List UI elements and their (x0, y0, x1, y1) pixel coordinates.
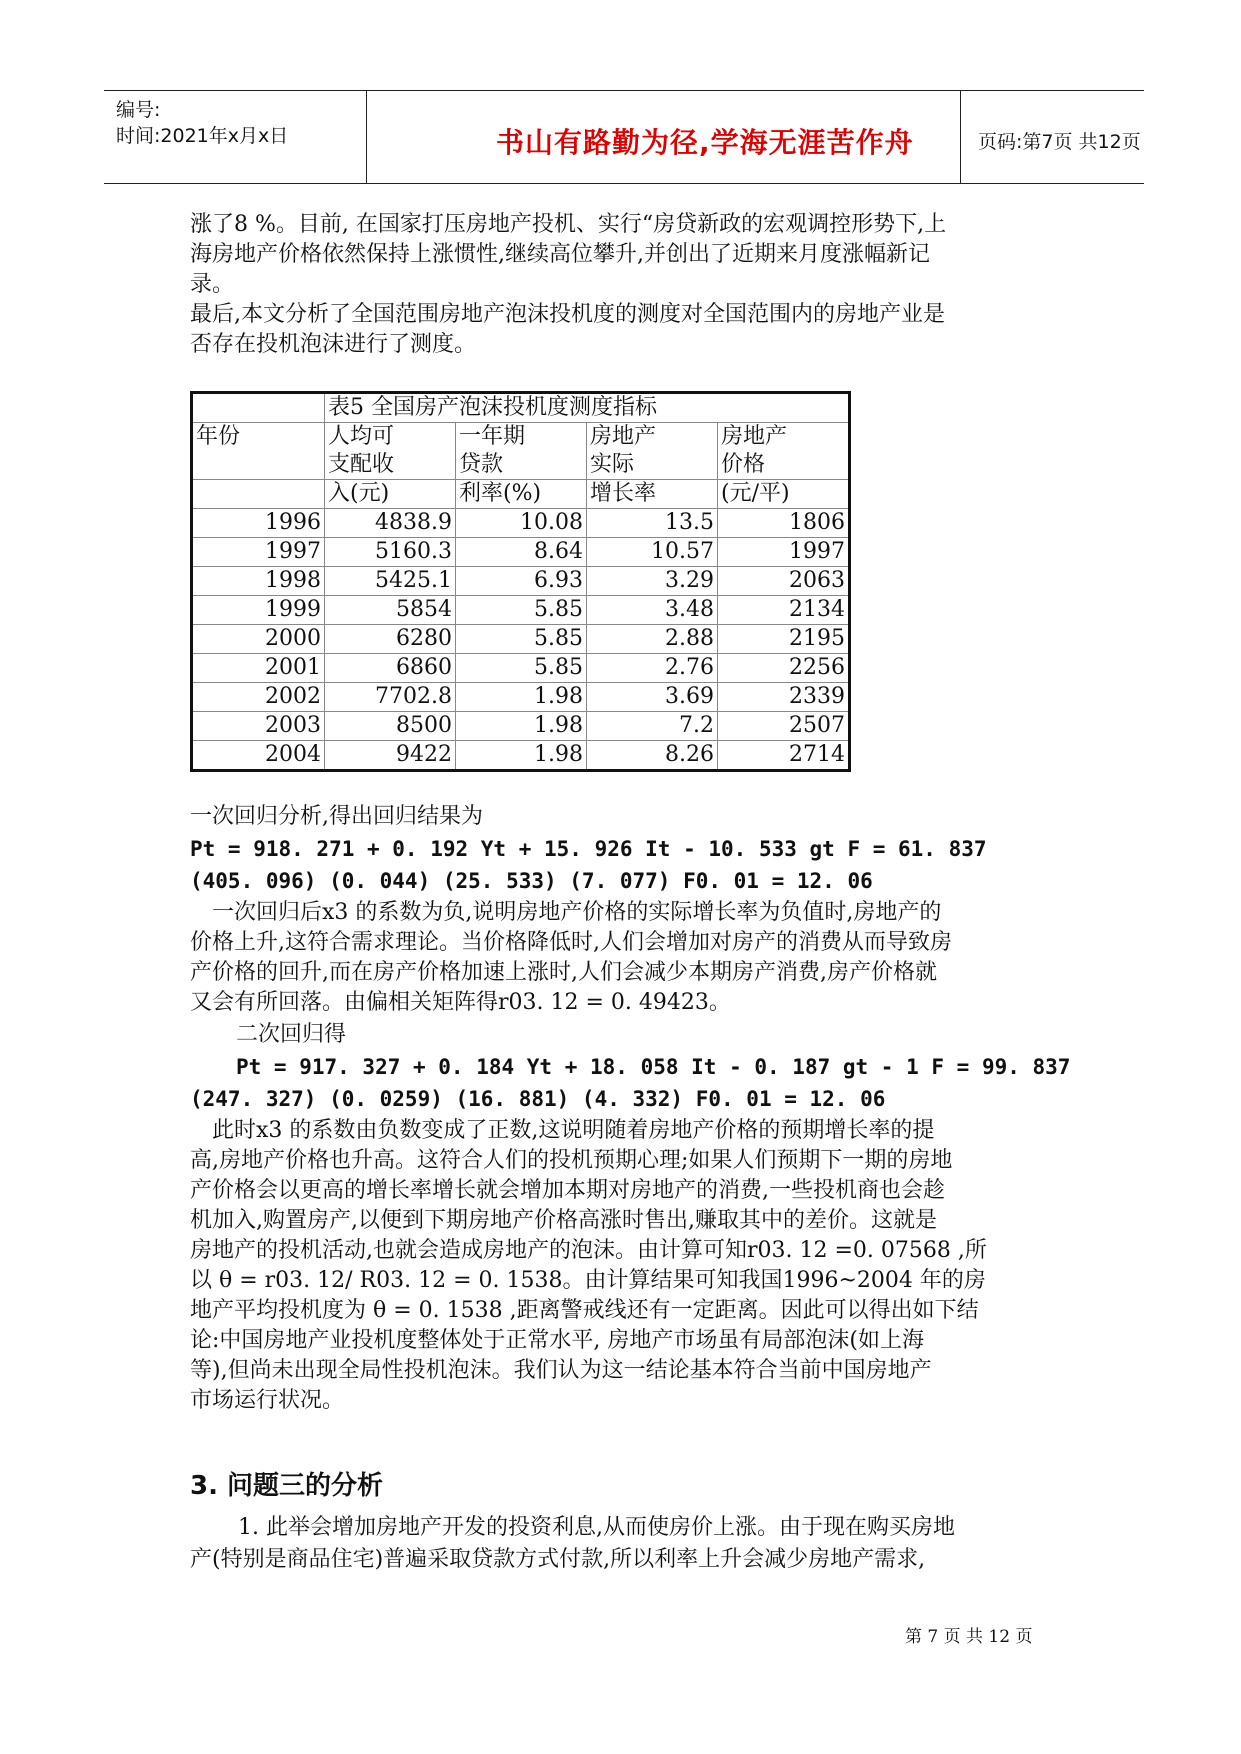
table-cell: 2507 (718, 712, 849, 741)
paragraph-line: 1. 此举会增加房地产开发的投资利息,从而使房价上涨。由于现在购买房地 (238, 1515, 955, 1540)
regression-std-errors: (405. 096) (0. 044) (25. 533) (7. 077) F0. 01 = 12. 06 (190, 869, 873, 893)
table-cell-year: 1999 (193, 596, 325, 625)
table-row (193, 567, 848, 596)
table-cell (193, 451, 325, 480)
paragraph-line: 产价格的回升,而在房产价格加速上涨时,人们会减少本期房产消费,房产价格就 (190, 960, 937, 985)
header-page-number: 页码:第7页 共12页 (978, 131, 1141, 153)
table-cell-year: 2002 (193, 683, 325, 712)
paragraph-line: 机加入,购置房产,以便到下期房地产价格高涨时售出,赚取其中的差价。这就是 (190, 1208, 937, 1233)
document-number-label: 编号: (116, 99, 161, 121)
table-header-cell: 增长率 (587, 480, 718, 509)
table-cell: 2195 (718, 625, 849, 654)
paragraph-line: 产(特别是商品住宅)普遍采取贷款方式付款,所以利率上升会减少房地产需求, (190, 1547, 926, 1572)
table-cell: 2256 (718, 654, 849, 683)
paragraph-line: 又会有所回落。由偏相关矩阵得r03. 12 = 0. 49423。 (190, 990, 731, 1015)
table-cell: 5425.1 (325, 567, 456, 596)
table-cell: 6860 (325, 654, 456, 683)
regression-equation: Pt = 918. 271 + 0. 192 Yt + 15. 926 It - 10. 533 gt F = 61. 837 (190, 837, 987, 861)
table-header-cell: 实际 (587, 451, 718, 480)
regression-intro: 一次回归分析,得出回归结果为 (190, 804, 483, 829)
table-row (193, 596, 848, 625)
table-cell: 8500 (325, 712, 456, 741)
table-cell: 1.98 (456, 712, 587, 741)
table-cell: 7702.8 (325, 683, 456, 712)
header-divider (960, 91, 961, 183)
paragraph-line: 录。 (190, 272, 235, 297)
table-body (193, 509, 848, 770)
paragraph-line: 以 θ = r03. 12/ R03. 12 = 0. 1538。由计算结果可知我国1996~2004 年的房 (190, 1268, 986, 1293)
table-header-cell: 利率(%) (456, 480, 587, 509)
paragraph-line: 否存在投机泡沫进行了测度。 (190, 332, 477, 357)
table-cell-year: 2004 (193, 741, 325, 770)
table-row (193, 741, 848, 770)
table-cell (193, 394, 325, 423)
table-cell (193, 480, 325, 509)
table-header-year: 年份 (193, 423, 325, 452)
table-cell: 5854 (325, 596, 456, 625)
table-header-cell: 贷款 (456, 451, 587, 480)
table-cell: 3.48 (587, 596, 718, 625)
table-header-cell: 房地产 (587, 423, 718, 452)
table-cell: 10.08 (456, 509, 587, 538)
paragraph-line: 房地产的投机活动,也就会造成房地产的泡沫。由计算可知r03. 12 =0. 07568 ,所 (190, 1238, 987, 1263)
paragraph-line: 此时x3 的系数由负数变成了正数,这说明随着房地产价格的预期增长率的提 (212, 1118, 935, 1143)
table-cell-year: 1998 (193, 567, 325, 596)
paragraph-line: 论:中国房地产业投机度整体处于正常水平, 房地产市场虽有局部泡沫(如上海 (190, 1328, 924, 1353)
table-cell-year: 1996 (193, 509, 325, 538)
table-cell: 10.57 (587, 538, 718, 567)
paragraph-line: 市场运行状况。 (190, 1388, 345, 1413)
paragraph-line: 价格上升,这符合需求理论。当价格降低时,人们会增加对房产的消费从而导致房 (190, 930, 952, 955)
paragraph-line: 海房地产价格依然保持上涨惯性,继续高位攀升,并创出了近期来月度涨幅新记 (190, 242, 930, 267)
table-cell: 8.26 (587, 741, 718, 770)
paragraph-line: 产价格会以更高的增长率增长就会增加本期对房地产的消费,一些投机商也会趁 (190, 1178, 945, 1203)
table-cell: 1.98 (456, 683, 587, 712)
table-cell: 2.76 (587, 654, 718, 683)
table-header-cell: 入(元) (325, 480, 456, 509)
page-footer: 第 7 页 共 12 页 (905, 1627, 1033, 1647)
table-cell: 2134 (718, 596, 849, 625)
table-cell: 4838.9 (325, 509, 456, 538)
table-row (193, 625, 848, 654)
table-row (193, 509, 848, 538)
table-cell: 1.98 (456, 741, 587, 770)
table-cell: 1806 (718, 509, 849, 538)
regression-equation: Pt = 917. 327 + 0. 184 Yt + 18. 058 It - 0. 187 gt - 1 F = 99. 837 (236, 1055, 1071, 1079)
table-cell-year: 2001 (193, 654, 325, 683)
document-time-label: 时间:2021年x月x日 (116, 125, 289, 147)
table-cell: 3.29 (587, 567, 718, 596)
regression-second-label: 二次回归得 (236, 1022, 347, 1047)
table-cell: 6.93 (456, 567, 587, 596)
table-cell: 2.88 (587, 625, 718, 654)
section-heading: 3. 问题三的分析 (190, 1471, 384, 1501)
table-cell: 2339 (718, 683, 849, 712)
table-header-cell: (元/平) (718, 480, 849, 509)
table-header-cell: 人均可 (325, 423, 456, 452)
header-motto: 书山有路勤为径,学海无涯苦作舟 (496, 126, 914, 159)
table-cell: 2714 (718, 741, 849, 770)
table-row (193, 683, 848, 712)
table-title: 表5 全国房产泡沫投机度测度指标 (325, 394, 849, 423)
table-header-cell: 价格 (718, 451, 849, 480)
table-cell-year: 1997 (193, 538, 325, 567)
table-row (193, 538, 848, 567)
table-cell: 5160.3 (325, 538, 456, 567)
table-cell: 2063 (718, 567, 849, 596)
header-divider (366, 91, 367, 183)
paragraph-line: 等),但尚未出现全局性投机泡沫。我们认为这一结论基本符合当前中国房地产 (190, 1358, 932, 1383)
speculation-table (190, 391, 851, 772)
table-cell: 7.2 (587, 712, 718, 741)
table-cell: 5.85 (456, 625, 587, 654)
table-row (193, 712, 848, 741)
table-cell-year: 2003 (193, 712, 325, 741)
paragraph-line: 高,房地产价格也升高。这符合人们的投机预期心理;如果人们预期下一期的房地 (190, 1148, 953, 1173)
table-header-cell: 一年期 (456, 423, 587, 452)
table-header-cell: 支配收 (325, 451, 456, 480)
table-cell: 3.69 (587, 683, 718, 712)
table-cell: 9422 (325, 741, 456, 770)
paragraph-line: 最后,本文分析了全国范围房地产泡沫投机度的测度对全国范围内的房地产业是 (190, 302, 945, 327)
page-header (104, 90, 1144, 184)
table-cell: 5.85 (456, 596, 587, 625)
table-cell: 13.5 (587, 509, 718, 538)
table-cell: 5.85 (456, 654, 587, 683)
table-row (193, 654, 848, 683)
regression-std-errors: (247. 327) (0. 0259) (16. 881) (4. 332) F0. 01 = 12. 06 (190, 1087, 886, 1111)
paragraph-line: 涨了8 %。目前, 在国家打压房地产投机、实行“房贷新政的宏观调控形势下,上 (190, 212, 947, 237)
paragraph-line: 地产平均投机度为 θ = 0. 1538 ,距离警戒线还有一定距离。因此可以得出如下结 (190, 1298, 979, 1323)
table-header-cell: 房地产 (718, 423, 849, 452)
table-cell: 6280 (325, 625, 456, 654)
table-cell: 8.64 (456, 538, 587, 567)
table-cell-year: 2000 (193, 625, 325, 654)
paragraph-line: 一次回归后x3 的系数为负,说明房地产价格的实际增长率为负值时,房地产的 (212, 900, 942, 925)
table-cell: 1997 (718, 538, 849, 567)
